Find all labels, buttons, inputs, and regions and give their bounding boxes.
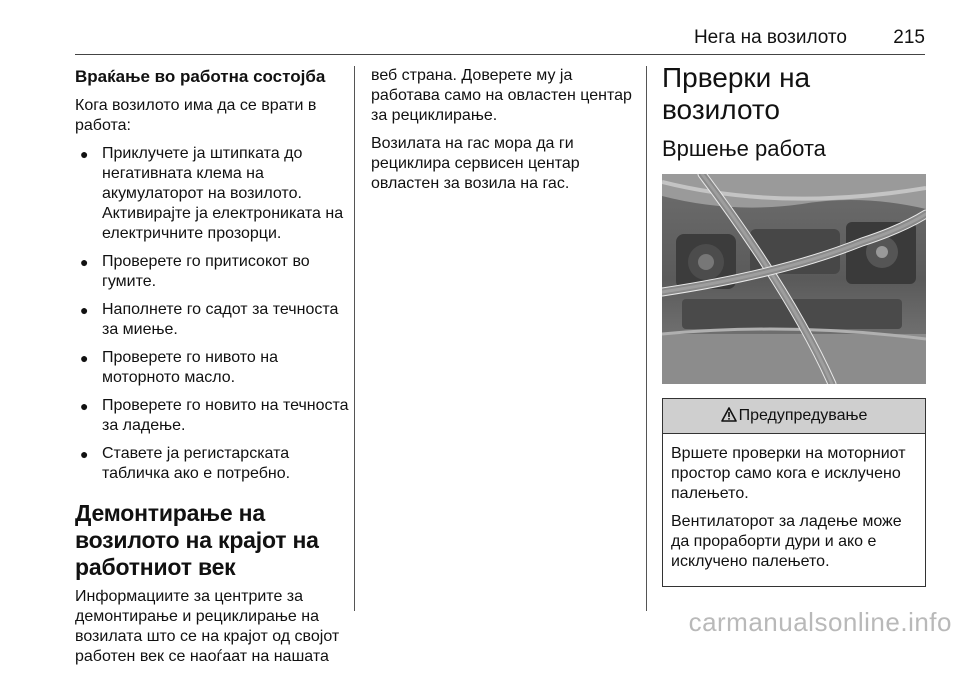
watermark: carmanualsonline.info [688,607,952,637]
paragraph: Возилата на гас мора да ги рециклира сервисен центар овластен за возила на гас. [371,135,580,192]
page-number: 215 [893,27,925,48]
list-item: ● Приклучете ја штипката до негативната клема на акумулаторот на возилото. Активирајте ја електрониката на електричните прозорци. [75,144,350,244]
header-title: Нега на возилото [693,27,847,48]
section-text: Информациите за центрите за демонтирање и рециклирање на возилата што се на крајот од својот работен век се наоѓаат на нашата [75,588,340,665]
list-item: ● Проверете го нивото на моторното масло. [75,348,350,388]
paragraph: веб страна. Доверете му ја работава само на овластен центар за рециклирање. [371,67,632,124]
list-item: ● Ставете ја регистарската табличка ако е потребно. [75,444,350,484]
page-header [75,24,925,55]
intro-text: Кога возилото има да се врати в работа: [75,97,317,134]
column-divider [646,66,647,611]
sub-heading: Вршење работа [662,136,826,161]
warning-paragraph: Вентилаторот за ладење може да прораборти дури и ако е исклучено палењето. [671,513,902,570]
list-item: ● Проверете го притисокот во гумите. [75,252,350,292]
column-middle [371,66,633,202]
column-right [662,62,926,587]
engine-bay-photo [662,174,926,384]
warning-header [663,399,925,434]
warning-paragraph: Вршете проверки на моторниот простор само кога е исклучено палењето. [671,445,906,502]
warning-title: Предупредување [738,407,868,424]
warning-triangle-icon [721,407,737,422]
warning-body [663,434,925,586]
bullet-list [75,144,350,484]
warning-box [662,398,926,587]
section-heading-end-of-life: Демонтирање на возилото на крајот на работниот век [75,500,319,580]
column-divider [354,66,355,611]
subheading-return-to-service: Враќање во работна состојба [75,67,326,86]
column-left [75,66,350,675]
main-heading: Прверки на возилото [662,62,811,125]
list-item: ● Наполнете го садот за течноста за миење. [75,300,350,340]
list-item: ● Проверете го новито на течноста за ладење. [75,396,350,436]
